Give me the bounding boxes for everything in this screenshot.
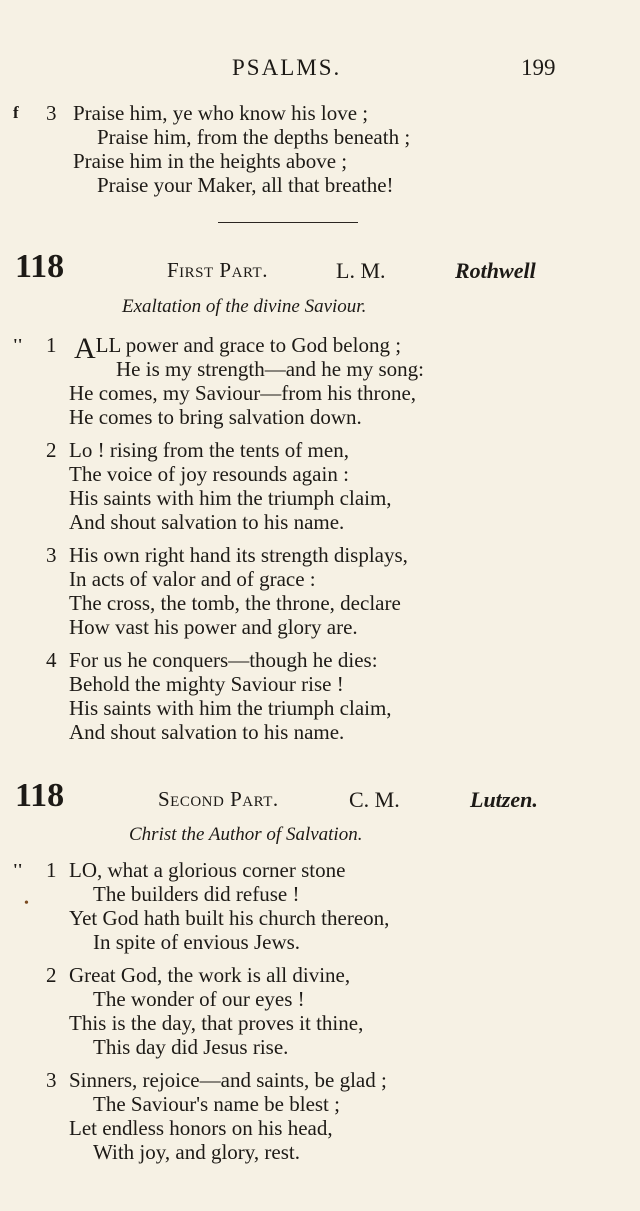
verse-line: For us he conquers—though he dies: [69,648,378,672]
verse-line: The wonder of our eyes ! [93,987,305,1011]
verse-line: Praise him, from the depths beneath ; [97,125,411,149]
hymn-number: 118 [15,777,65,814]
verse-line: Sinners, rejoice—and saints, be glad ; [69,1068,387,1092]
hymn-tune: Rothwell [455,258,536,283]
verse-line: Yet God hath built his church thereon, [69,906,390,930]
verse-line: The builders did refuse ! [93,882,300,906]
page-number: 199 [521,55,556,80]
section-divider [218,222,358,223]
verse-line: The cross, the tomb, the throne, declare [69,591,401,615]
verse-number: 3 [46,101,57,125]
verse-line: This day did Jesus rise. [93,1035,289,1059]
verse-line: He is my strength—and he my song: [116,357,424,381]
verse-line: With joy, and glory, rest. [93,1140,300,1164]
dynamic-mark: '' [13,335,23,354]
verse-line: Praise your Maker, all that breathe! [97,173,394,197]
verse-line: Lo ! rising from the tents of men, [69,438,349,462]
dynamic-mark: f [13,103,19,122]
running-title: PSALMS. [232,55,342,80]
verse-line: Great God, the work is all divine, [69,963,351,987]
hymn-meter: L. M. [336,258,386,283]
hymn-header [0,248,640,288]
verse-line: How vast his power and glory are. [69,615,358,639]
drop-cap: A [74,332,96,365]
verse-line: In spite of envious Jews. [93,930,301,954]
hymn-header [0,777,640,817]
verse-line: Behold the mighty Saviour rise ! [69,672,344,696]
verse-number: 4 [46,648,57,672]
dynamic-mark: '' [13,860,23,879]
verse-line: And shout salvation to his name. [69,510,345,534]
verse-line: Let endless honors on his head, [69,1116,333,1140]
hymn-number: 118 [15,248,65,285]
verse-number: 1 [46,858,57,882]
verse-number: 2 [46,438,57,462]
hymn-meter: C. M. [349,787,400,812]
verse-line: His saints with him the triumph claim, [69,486,392,510]
verse-line: LO, what a glorious corner stone [69,858,346,882]
verse-line: He comes, my Saviour—from his throne, [69,381,417,405]
verse-line: LL power and grace to God belong ; [95,333,402,357]
verse-line: His own right hand its strength displays, [69,543,408,567]
verse-number: 2 [46,963,57,987]
verse-line: Praise him, ye who know his love ; [73,101,369,125]
hymn-subtitle: Christ the Author of Salvation. [129,824,363,845]
verse-line: In acts of valor and of grace : [69,567,316,591]
verse-line: His saints with him the triumph claim, [69,696,392,720]
hymn-part: First Part. [167,258,268,282]
verse-line: And shout salvation to his name. [69,720,345,744]
ink-mark: • [24,896,29,911]
verse-line: The Saviour's name be blest ; [93,1092,340,1116]
verse-line: This is the day, that proves it thine, [69,1011,364,1035]
verse-number: 3 [46,1068,57,1092]
verse-line: He comes to bring salvation down. [69,405,362,429]
verse-line: The voice of joy resounds again : [69,462,349,486]
verse-line: Praise him in the heights above ; [73,149,348,173]
verse-number: 3 [46,543,57,567]
hymn-subtitle: Exaltation of the divine Saviour. [122,296,367,317]
verse-number: 1 [46,333,57,357]
hymn-part: Second Part. [158,787,279,811]
hymn-tune: Lutzen. [470,787,538,812]
running-head [0,55,640,83]
